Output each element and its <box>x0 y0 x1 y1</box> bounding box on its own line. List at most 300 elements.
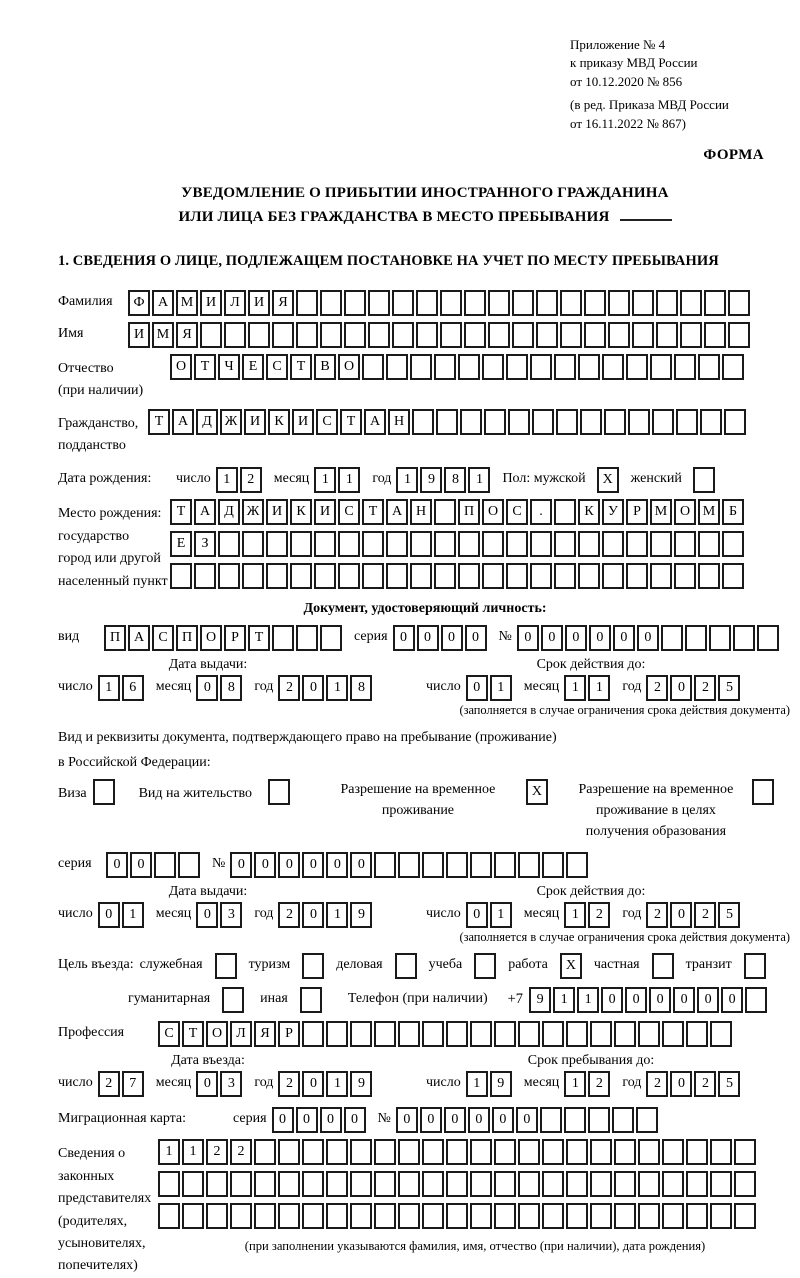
char-cell[interactable] <box>470 1021 492 1047</box>
char-cell[interactable] <box>326 1139 348 1165</box>
char-cell[interactable] <box>230 1203 252 1229</box>
char-cell[interactable] <box>612 1107 634 1133</box>
char-cell[interactable] <box>536 290 558 316</box>
char-cell[interactable] <box>458 531 480 557</box>
char-cell[interactable] <box>518 852 540 878</box>
char-cell[interactable] <box>674 354 696 380</box>
char-cell[interactable]: С <box>158 1021 180 1047</box>
purpose-official-checkbox[interactable] <box>215 953 237 979</box>
char-cell[interactable] <box>272 322 294 348</box>
char-cell[interactable]: 9 <box>490 1071 512 1097</box>
char-cell[interactable]: М <box>152 322 174 348</box>
char-cell[interactable]: 0 <box>517 625 539 651</box>
char-cell[interactable] <box>254 1203 276 1229</box>
char-cell[interactable]: Т <box>170 499 192 525</box>
char-cell[interactable] <box>704 322 726 348</box>
char-cell[interactable]: 2 <box>694 1071 716 1097</box>
char-cell[interactable]: П <box>458 499 480 525</box>
char-cell[interactable] <box>686 1021 708 1047</box>
char-cell[interactable] <box>542 1203 564 1229</box>
char-cell[interactable]: 1 <box>396 467 418 493</box>
char-cell[interactable] <box>362 531 384 557</box>
char-cell[interactable] <box>368 290 390 316</box>
char-cell[interactable] <box>566 1021 588 1047</box>
char-cell[interactable]: 0 <box>344 1107 366 1133</box>
char-cell[interactable]: Т <box>194 354 216 380</box>
char-cell[interactable] <box>530 354 552 380</box>
char-cell[interactable] <box>608 290 630 316</box>
char-cell[interactable]: 8 <box>444 467 466 493</box>
char-cell[interactable] <box>540 1107 562 1133</box>
char-cell[interactable] <box>506 531 528 557</box>
char-cell[interactable] <box>338 531 360 557</box>
char-cell[interactable]: 9 <box>420 467 442 493</box>
char-cell[interactable] <box>302 1139 324 1165</box>
char-cell[interactable]: 2 <box>588 1071 610 1097</box>
char-cell[interactable]: 0 <box>230 852 252 878</box>
purpose-humanitarian-checkbox[interactable] <box>222 987 244 1013</box>
char-cell[interactable] <box>158 1171 180 1197</box>
char-cell[interactable] <box>506 354 528 380</box>
char-cell[interactable]: Т <box>148 409 170 435</box>
char-cell[interactable] <box>722 563 744 589</box>
char-cell[interactable] <box>662 1021 684 1047</box>
char-cell[interactable]: Д <box>218 499 240 525</box>
char-cell[interactable] <box>656 322 678 348</box>
char-cell[interactable] <box>290 563 312 589</box>
char-cell[interactable]: 0 <box>589 625 611 651</box>
char-cell[interactable]: 2 <box>694 675 716 701</box>
char-cell[interactable] <box>314 531 336 557</box>
char-cell[interactable]: Я <box>272 290 294 316</box>
char-cell[interactable] <box>733 625 755 651</box>
char-cell[interactable] <box>320 290 342 316</box>
char-cell[interactable]: А <box>386 499 408 525</box>
char-cell[interactable] <box>254 1139 276 1165</box>
char-cell[interactable] <box>494 1021 516 1047</box>
char-cell[interactable] <box>422 1021 444 1047</box>
char-cell[interactable] <box>398 852 420 878</box>
char-cell[interactable]: А <box>194 499 216 525</box>
char-cell[interactable] <box>626 563 648 589</box>
char-cell[interactable] <box>470 1203 492 1229</box>
char-cell[interactable]: О <box>338 354 360 380</box>
char-cell[interactable]: 0 <box>272 1107 294 1133</box>
char-cell[interactable] <box>482 563 504 589</box>
char-cell[interactable] <box>632 290 654 316</box>
char-cell[interactable]: С <box>506 499 528 525</box>
char-cell[interactable] <box>350 1021 372 1047</box>
char-cell[interactable] <box>566 1171 588 1197</box>
char-cell[interactable]: . <box>530 499 552 525</box>
char-cell[interactable] <box>542 1021 564 1047</box>
char-cell[interactable]: 0 <box>278 852 300 878</box>
purpose-work-checkbox[interactable]: X <box>560 953 582 979</box>
char-cell[interactable] <box>434 354 456 380</box>
char-cell[interactable]: 0 <box>350 852 372 878</box>
char-cell[interactable] <box>626 354 648 380</box>
char-cell[interactable] <box>680 322 702 348</box>
char-cell[interactable]: П <box>104 625 126 651</box>
char-cell[interactable]: Ж <box>242 499 264 525</box>
char-cell[interactable]: 0 <box>196 675 218 701</box>
char-cell[interactable]: 1 <box>468 467 490 493</box>
char-cell[interactable]: 7 <box>122 1071 144 1097</box>
char-cell[interactable] <box>386 354 408 380</box>
char-cell[interactable]: 6 <box>122 675 144 701</box>
char-cell[interactable] <box>272 625 294 651</box>
char-cell[interactable] <box>182 1171 204 1197</box>
char-cell[interactable] <box>530 563 552 589</box>
char-cell[interactable] <box>470 1171 492 1197</box>
char-cell[interactable] <box>686 1171 708 1197</box>
char-cell[interactable]: С <box>266 354 288 380</box>
char-cell[interactable] <box>590 1139 612 1165</box>
char-cell[interactable] <box>416 322 438 348</box>
char-cell[interactable]: 2 <box>206 1139 228 1165</box>
char-cell[interactable] <box>440 322 462 348</box>
char-cell[interactable] <box>302 1021 324 1047</box>
char-cell[interactable] <box>392 290 414 316</box>
char-cell[interactable]: 0 <box>441 625 463 651</box>
char-cell[interactable]: 0 <box>196 1071 218 1097</box>
char-cell[interactable] <box>614 1171 636 1197</box>
char-cell[interactable]: Ч <box>218 354 240 380</box>
char-cell[interactable]: 0 <box>466 675 488 701</box>
char-cell[interactable]: 3 <box>220 902 242 928</box>
char-cell[interactable]: 0 <box>326 852 348 878</box>
char-cell[interactable] <box>460 409 482 435</box>
char-cell[interactable]: И <box>128 322 150 348</box>
char-cell[interactable] <box>344 322 366 348</box>
edu-permit-checkbox[interactable] <box>752 779 774 805</box>
char-cell[interactable] <box>224 322 246 348</box>
char-cell[interactable] <box>662 1203 684 1229</box>
char-cell[interactable]: М <box>698 499 720 525</box>
char-cell[interactable]: Я <box>176 322 198 348</box>
char-cell[interactable] <box>662 1139 684 1165</box>
char-cell[interactable]: С <box>316 409 338 435</box>
char-cell[interactable] <box>314 563 336 589</box>
char-cell[interactable] <box>446 1139 468 1165</box>
char-cell[interactable] <box>518 1171 540 1197</box>
char-cell[interactable]: 0 <box>254 852 276 878</box>
char-cell[interactable]: 0 <box>601 987 623 1013</box>
char-cell[interactable]: 0 <box>420 1107 442 1133</box>
char-cell[interactable]: 0 <box>492 1107 514 1133</box>
char-cell[interactable] <box>410 531 432 557</box>
char-cell[interactable] <box>296 290 318 316</box>
char-cell[interactable] <box>590 1171 612 1197</box>
char-cell[interactable]: С <box>152 625 174 651</box>
char-cell[interactable]: 8 <box>350 675 372 701</box>
char-cell[interactable] <box>508 409 530 435</box>
char-cell[interactable] <box>494 1171 516 1197</box>
char-cell[interactable]: 2 <box>646 1071 668 1097</box>
char-cell[interactable] <box>158 1203 180 1229</box>
char-cell[interactable] <box>745 987 767 1013</box>
char-cell[interactable] <box>416 290 438 316</box>
char-cell[interactable]: 1 <box>564 675 586 701</box>
char-cell[interactable]: 0 <box>302 675 324 701</box>
char-cell[interactable] <box>542 1171 564 1197</box>
char-cell[interactable]: А <box>128 625 150 651</box>
char-cell[interactable]: 2 <box>278 675 300 701</box>
char-cell[interactable] <box>446 1171 468 1197</box>
char-cell[interactable]: 0 <box>444 1107 466 1133</box>
char-cell[interactable]: 5 <box>718 675 740 701</box>
char-cell[interactable] <box>604 409 626 435</box>
char-cell[interactable] <box>614 1139 636 1165</box>
char-cell[interactable] <box>296 322 318 348</box>
residence-permit-checkbox[interactable] <box>268 779 290 805</box>
char-cell[interactable] <box>566 1203 588 1229</box>
char-cell[interactable] <box>194 563 216 589</box>
char-cell[interactable]: 0 <box>670 675 692 701</box>
char-cell[interactable]: 1 <box>588 675 610 701</box>
char-cell[interactable]: 0 <box>465 625 487 651</box>
char-cell[interactable] <box>488 322 510 348</box>
char-cell[interactable]: 8 <box>220 675 242 701</box>
char-cell[interactable] <box>710 1139 732 1165</box>
char-cell[interactable] <box>464 322 486 348</box>
char-cell[interactable] <box>588 1107 610 1133</box>
char-cell[interactable] <box>464 290 486 316</box>
char-cell[interactable] <box>446 852 468 878</box>
char-cell[interactable]: 2 <box>646 675 668 701</box>
char-cell[interactable] <box>374 1171 396 1197</box>
char-cell[interactable] <box>518 1203 540 1229</box>
char-cell[interactable] <box>290 531 312 557</box>
char-cell[interactable]: 1 <box>564 902 586 928</box>
char-cell[interactable]: 3 <box>220 1071 242 1097</box>
char-cell[interactable]: Р <box>278 1021 300 1047</box>
char-cell[interactable]: К <box>268 409 290 435</box>
char-cell[interactable]: О <box>200 625 222 651</box>
char-cell[interactable] <box>326 1021 348 1047</box>
char-cell[interactable] <box>458 563 480 589</box>
char-cell[interactable] <box>578 354 600 380</box>
char-cell[interactable] <box>436 409 458 435</box>
char-cell[interactable]: 0 <box>296 1107 318 1133</box>
char-cell[interactable] <box>178 852 200 878</box>
char-cell[interactable] <box>578 563 600 589</box>
char-cell[interactable] <box>722 531 744 557</box>
char-cell[interactable]: З <box>194 531 216 557</box>
char-cell[interactable]: 0 <box>697 987 719 1013</box>
char-cell[interactable] <box>410 563 432 589</box>
char-cell[interactable]: 9 <box>350 1071 372 1097</box>
char-cell[interactable]: 0 <box>721 987 743 1013</box>
char-cell[interactable] <box>638 1203 660 1229</box>
char-cell[interactable]: Е <box>242 354 264 380</box>
char-cell[interactable]: 2 <box>240 467 262 493</box>
purpose-other-checkbox[interactable] <box>300 987 322 1013</box>
char-cell[interactable] <box>392 322 414 348</box>
char-cell[interactable] <box>458 354 480 380</box>
char-cell[interactable] <box>638 1021 660 1047</box>
char-cell[interactable]: 0 <box>466 902 488 928</box>
char-cell[interactable]: Д <box>196 409 218 435</box>
char-cell[interactable]: 0 <box>565 625 587 651</box>
char-cell[interactable] <box>536 322 558 348</box>
char-cell[interactable] <box>686 1203 708 1229</box>
char-cell[interactable]: 0 <box>130 852 152 878</box>
char-cell[interactable] <box>410 354 432 380</box>
char-cell[interactable]: С <box>338 499 360 525</box>
char-cell[interactable] <box>698 354 720 380</box>
char-cell[interactable]: 1 <box>564 1071 586 1097</box>
char-cell[interactable]: 9 <box>350 902 372 928</box>
char-cell[interactable] <box>350 1171 372 1197</box>
sex-female-checkbox[interactable] <box>693 467 715 493</box>
char-cell[interactable]: 0 <box>541 625 563 651</box>
char-cell[interactable] <box>254 1171 276 1197</box>
char-cell[interactable] <box>564 1107 586 1133</box>
char-cell[interactable]: 2 <box>278 1071 300 1097</box>
char-cell[interactable] <box>700 409 722 435</box>
char-cell[interactable] <box>686 1139 708 1165</box>
purpose-study-checkbox[interactable] <box>474 953 496 979</box>
temp-permit-checkbox[interactable]: X <box>526 779 548 805</box>
char-cell[interactable] <box>278 1203 300 1229</box>
char-cell[interactable] <box>248 322 270 348</box>
char-cell[interactable]: 0 <box>670 1071 692 1097</box>
char-cell[interactable] <box>386 531 408 557</box>
char-cell[interactable] <box>698 531 720 557</box>
char-cell[interactable]: 0 <box>302 1071 324 1097</box>
char-cell[interactable]: 0 <box>98 902 120 928</box>
char-cell[interactable] <box>614 1203 636 1229</box>
char-cell[interactable] <box>446 1203 468 1229</box>
purpose-tourism-checkbox[interactable] <box>302 953 324 979</box>
char-cell[interactable]: 1 <box>553 987 575 1013</box>
char-cell[interactable] <box>734 1139 756 1165</box>
char-cell[interactable] <box>728 322 750 348</box>
char-cell[interactable] <box>590 1203 612 1229</box>
char-cell[interactable] <box>398 1021 420 1047</box>
char-cell[interactable] <box>488 290 510 316</box>
char-cell[interactable]: И <box>266 499 288 525</box>
char-cell[interactable] <box>422 852 444 878</box>
char-cell[interactable] <box>326 1171 348 1197</box>
char-cell[interactable]: 1 <box>490 675 512 701</box>
char-cell[interactable] <box>470 1139 492 1165</box>
char-cell[interactable]: 2 <box>646 902 668 928</box>
char-cell[interactable] <box>680 290 702 316</box>
char-cell[interactable] <box>698 563 720 589</box>
char-cell[interactable] <box>154 852 176 878</box>
sex-male-checkbox[interactable]: X <box>597 467 619 493</box>
char-cell[interactable]: 0 <box>637 625 659 651</box>
char-cell[interactable] <box>650 354 672 380</box>
char-cell[interactable]: 0 <box>417 625 439 651</box>
char-cell[interactable]: 1 <box>326 675 348 701</box>
char-cell[interactable] <box>566 1139 588 1165</box>
char-cell[interactable]: А <box>172 409 194 435</box>
char-cell[interactable] <box>326 1203 348 1229</box>
char-cell[interactable] <box>484 409 506 435</box>
char-cell[interactable] <box>398 1203 420 1229</box>
char-cell[interactable]: Р <box>224 625 246 651</box>
char-cell[interactable]: 0 <box>516 1107 538 1133</box>
char-cell[interactable] <box>662 1171 684 1197</box>
char-cell[interactable] <box>230 1171 252 1197</box>
char-cell[interactable]: 1 <box>216 467 238 493</box>
char-cell[interactable]: 0 <box>625 987 647 1013</box>
char-cell[interactable] <box>580 409 602 435</box>
char-cell[interactable] <box>728 290 750 316</box>
char-cell[interactable]: О <box>206 1021 228 1047</box>
char-cell[interactable] <box>266 563 288 589</box>
char-cell[interactable] <box>374 1139 396 1165</box>
char-cell[interactable] <box>602 563 624 589</box>
char-cell[interactable] <box>412 409 434 435</box>
char-cell[interactable]: А <box>152 290 174 316</box>
char-cell[interactable] <box>530 531 552 557</box>
char-cell[interactable]: Е <box>170 531 192 557</box>
char-cell[interactable]: 1 <box>338 467 360 493</box>
char-cell[interactable] <box>518 1139 540 1165</box>
char-cell[interactable]: Т <box>362 499 384 525</box>
char-cell[interactable] <box>734 1171 756 1197</box>
char-cell[interactable]: 0 <box>649 987 671 1013</box>
char-cell[interactable] <box>626 531 648 557</box>
char-cell[interactable]: О <box>674 499 696 525</box>
char-cell[interactable] <box>614 1021 636 1047</box>
char-cell[interactable]: 2 <box>98 1071 120 1097</box>
char-cell[interactable] <box>350 1203 372 1229</box>
char-cell[interactable] <box>518 1021 540 1047</box>
char-cell[interactable] <box>320 625 342 651</box>
char-cell[interactable] <box>398 1171 420 1197</box>
char-cell[interactable]: 1 <box>326 1071 348 1097</box>
char-cell[interactable]: Л <box>230 1021 252 1047</box>
char-cell[interactable]: 5 <box>718 902 740 928</box>
char-cell[interactable] <box>200 322 222 348</box>
char-cell[interactable]: 1 <box>326 902 348 928</box>
char-cell[interactable] <box>482 354 504 380</box>
char-cell[interactable]: 1 <box>466 1071 488 1097</box>
char-cell[interactable]: И <box>200 290 222 316</box>
char-cell[interactable]: 0 <box>613 625 635 651</box>
char-cell[interactable] <box>578 531 600 557</box>
char-cell[interactable]: Т <box>182 1021 204 1047</box>
purpose-transit-checkbox[interactable] <box>744 953 766 979</box>
char-cell[interactable]: К <box>290 499 312 525</box>
char-cell[interactable] <box>434 499 456 525</box>
char-cell[interactable]: Ж <box>220 409 242 435</box>
char-cell[interactable]: А <box>364 409 386 435</box>
char-cell[interactable] <box>560 322 582 348</box>
char-cell[interactable]: 0 <box>320 1107 342 1133</box>
char-cell[interactable] <box>710 1171 732 1197</box>
char-cell[interactable] <box>560 290 582 316</box>
char-cell[interactable]: 9 <box>529 987 551 1013</box>
char-cell[interactable] <box>566 852 588 878</box>
char-cell[interactable]: 2 <box>230 1139 252 1165</box>
char-cell[interactable]: 0 <box>673 987 695 1013</box>
char-cell[interactable]: М <box>176 290 198 316</box>
char-cell[interactable] <box>440 290 462 316</box>
char-cell[interactable]: В <box>314 354 336 380</box>
char-cell[interactable]: 0 <box>196 902 218 928</box>
char-cell[interactable]: 0 <box>106 852 128 878</box>
char-cell[interactable] <box>542 1139 564 1165</box>
char-cell[interactable] <box>494 1203 516 1229</box>
char-cell[interactable]: 1 <box>490 902 512 928</box>
char-cell[interactable] <box>422 1171 444 1197</box>
